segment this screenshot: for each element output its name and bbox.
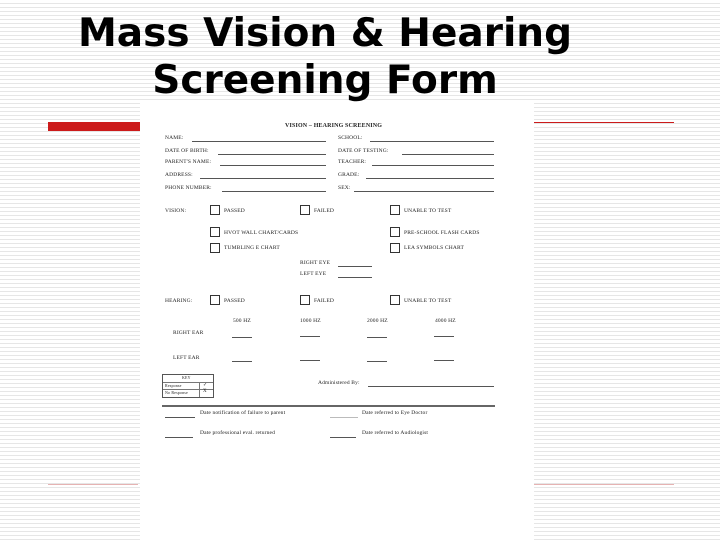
right-eye-label: RIGHT EYE [300, 260, 331, 266]
audiologist-line [330, 437, 356, 438]
slide-title-line2: Screening Form [152, 58, 498, 103]
vision-failed-label: FAILED [314, 208, 335, 214]
vision-unable-label: UNABLE TO TEST [404, 208, 452, 214]
date-testing-label: DATE OF TESTING: [338, 148, 389, 154]
hz2000-label: 2000 HZ [367, 318, 388, 324]
left-eye-label: LEFT EYE [300, 271, 327, 277]
eye-doctor-label: Date referred to Eye Doctor [362, 410, 428, 416]
right-ear-500-line [232, 337, 252, 338]
hearing-unable-checkbox [390, 295, 400, 305]
lea-label: LEA SYMBOLS CHART [404, 245, 464, 251]
left-eye-line [338, 277, 372, 278]
left-ear-500-line [232, 361, 252, 362]
administered-line [368, 386, 494, 387]
teacher-line [372, 165, 494, 166]
phone-label: PHONE NUMBER: [165, 185, 212, 191]
left-ear-label: LEFT EAR [173, 355, 200, 361]
eye-doctor-line [330, 417, 358, 418]
hearing-passed-checkbox [210, 295, 220, 305]
hvot-label: HVOT WALL CHART/CARDS [224, 230, 299, 236]
audiologist-label: Date referred to Audiologist [362, 430, 429, 436]
red-accent-bar [48, 122, 140, 131]
hz1000-label: 1000 HZ [300, 318, 321, 324]
tumbling-checkbox [210, 243, 220, 253]
grade-label: GRADE: [338, 172, 360, 178]
right-eye-line [338, 266, 372, 267]
grade-line [366, 178, 494, 179]
hz500-label: 500 HZ [233, 318, 251, 324]
key-noresponse-label: No Response [165, 390, 188, 395]
address-line [200, 178, 326, 179]
left-ear-4000-line [434, 360, 454, 361]
notify-parent-label: Date notification of failure to parent [200, 410, 286, 416]
parent-label: PARENT'S NAME: [165, 159, 212, 165]
right-ear-1000-line [300, 336, 320, 337]
left-ear-1000-line [300, 360, 320, 361]
date-testing-line [402, 154, 494, 155]
key-response-label: Response [165, 383, 182, 388]
red-accent-line-bottom-left [48, 484, 138, 485]
administered-label: Administered By: [318, 380, 360, 386]
hearing-failed-checkbox [300, 295, 310, 305]
key-column-divider [199, 382, 200, 397]
vision-failed-checkbox [300, 205, 310, 215]
parent-line [220, 165, 326, 166]
slide-title [0, 10, 650, 104]
key-title: KEY [182, 375, 191, 380]
hearing-passed-label: PASSED [224, 298, 245, 304]
right-ear-label: RIGHT EAR [173, 330, 204, 336]
vision-passed-checkbox [210, 205, 220, 215]
lea-checkbox [390, 243, 400, 253]
hearing-failed-label: FAILED [314, 298, 335, 304]
right-ear-4000-line [434, 336, 454, 337]
prof-eval-label: Date professional eval. returned [200, 430, 276, 436]
name-line [192, 141, 326, 142]
preschool-checkbox [390, 227, 400, 237]
slide-title-line1: Mass Vision & Hearing [78, 11, 572, 56]
sex-line [354, 191, 494, 192]
prof-eval-line [165, 437, 193, 438]
tumbling-label: TUMBLING E CHART [224, 245, 280, 251]
hvot-checkbox [210, 227, 220, 237]
name-label: NAME: [165, 135, 184, 141]
right-ear-2000-line [367, 337, 387, 338]
vision-passed-label: PASSED [224, 208, 245, 214]
left-ear-2000-line [367, 361, 387, 362]
teacher-label: TEACHER: [338, 159, 367, 165]
notify-parent-line [165, 417, 195, 418]
phone-line [222, 191, 326, 192]
key-table [162, 374, 214, 398]
school-line [370, 141, 494, 142]
dob-line [218, 154, 326, 155]
vision-label: VISION: [165, 208, 187, 214]
form-heading: VISION – HEARING SCREENING [285, 123, 383, 129]
hearing-label: HEARING: [165, 298, 193, 304]
dob-label: DATE OF BIRTH: [165, 148, 209, 154]
screening-form-image [140, 103, 534, 540]
vision-unable-checkbox [390, 205, 400, 215]
hz4000-label: 4000 HZ [435, 318, 456, 324]
school-label: SCHOOL: [338, 135, 363, 141]
hearing-unable-label: UNABLE TO TEST [404, 298, 452, 304]
key-response-mark: ✓ [203, 383, 208, 388]
key-noresponse-mark: X [203, 389, 207, 394]
address-label: ADDRESS: [165, 172, 193, 178]
sex-label: SEX: [338, 185, 351, 191]
form-separator [162, 405, 495, 407]
preschool-label: PRE-SCHOOL FLASH CARDS [404, 230, 480, 236]
red-accent-line-bottom-right [534, 484, 674, 485]
red-accent-line [534, 122, 674, 123]
